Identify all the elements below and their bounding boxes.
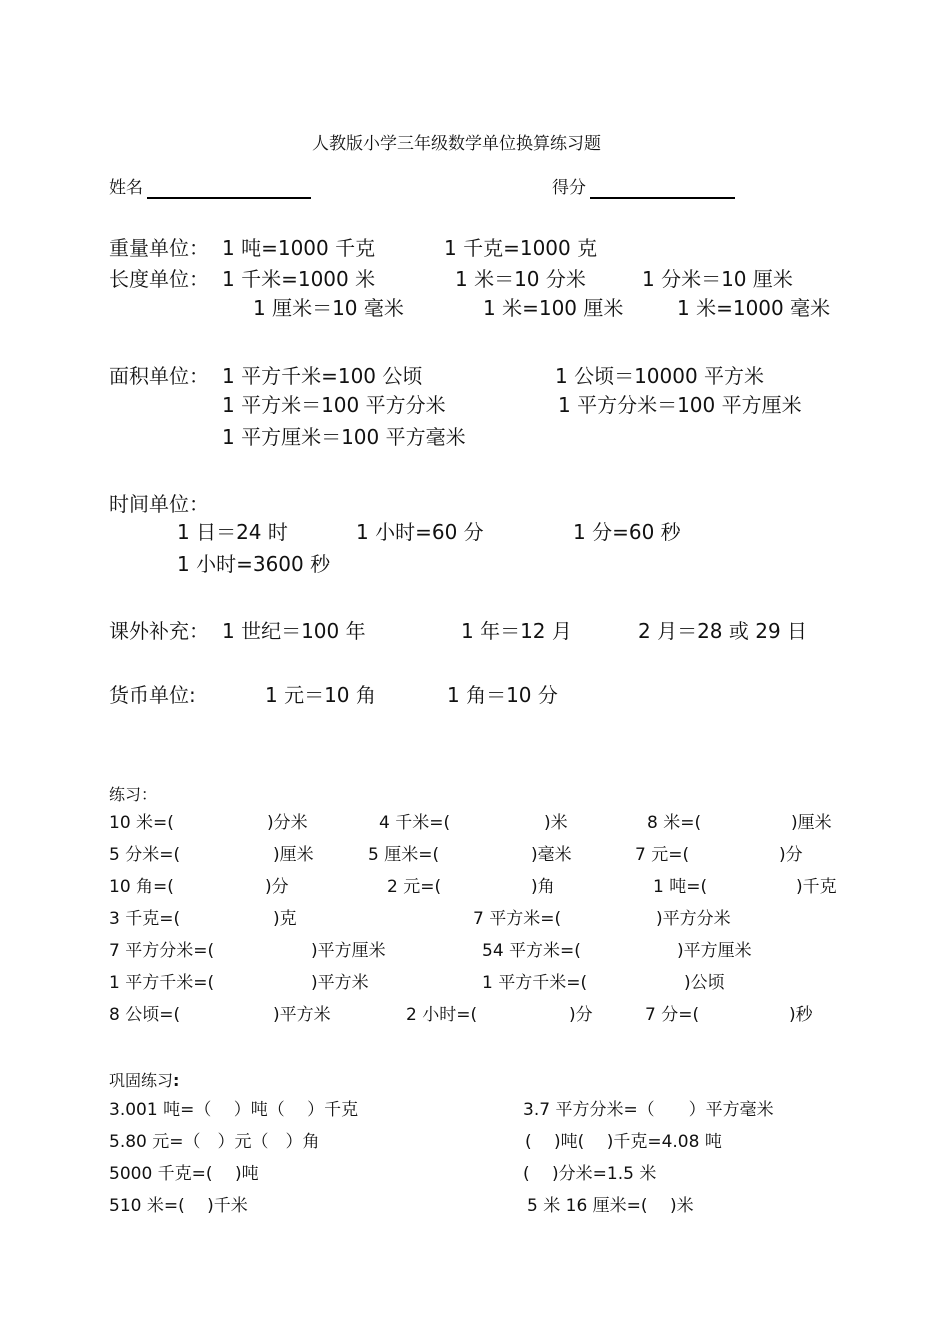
practice-unit: )厘米: [791, 813, 832, 833]
area-fact: 1 公顷＝10000 平方米: [555, 364, 765, 388]
area-fact: 1 平方千米=100 公顷: [222, 364, 423, 388]
practice-unit: )平方米: [273, 1005, 331, 1025]
score-label: 得分: [552, 178, 586, 198]
money-label: 货币单位:: [109, 683, 196, 707]
consolidate-question: 3.001 吨=（ ）吨（ ）千克: [109, 1100, 359, 1120]
score-blank[interactable]: [590, 197, 735, 199]
practice-unit: )秒: [789, 1005, 813, 1025]
consolidate-question: 5.80 元=（ ）元（ ）角: [109, 1132, 320, 1152]
extra-fact: 2 月＝28 或 29 日: [638, 619, 808, 643]
practice-question: 5 分米=(: [109, 845, 181, 865]
consolidate-label: 巩固练习:: [109, 1071, 180, 1090]
practice-unit: )公顷: [684, 973, 725, 993]
name-label: 姓名: [109, 178, 143, 198]
practice-unit: )角: [531, 877, 555, 897]
practice-question: 3 千克=(: [109, 909, 181, 929]
practice-question: 1 平方千米=(: [482, 973, 588, 993]
practice-question: 1 吨=(: [653, 877, 708, 897]
area-fact: 1 平方米＝100 平方分米: [222, 393, 446, 417]
practice-question: 54 平方米=(: [482, 941, 581, 961]
weight-label: 重量单位：: [109, 236, 209, 260]
length-fact: 1 米=1000 毫米: [677, 296, 831, 320]
time-fact: 1 分=60 秒: [573, 520, 681, 544]
time-fact: 1 日＝24 时: [177, 520, 288, 544]
practice-label: 练习：: [109, 785, 158, 804]
length-fact: 1 厘米＝10 毫米: [253, 296, 404, 320]
practice-unit: )克: [273, 909, 297, 929]
practice-question: 2 小时=(: [406, 1005, 478, 1025]
practice-unit: )千克: [796, 877, 837, 897]
practice-unit: )平方米: [311, 973, 369, 993]
practice-unit: )分: [265, 877, 289, 897]
consolidate-question: 510 米=( )千米: [109, 1196, 248, 1216]
money-fact: 1 元＝10 角: [265, 683, 376, 707]
practice-question: 7 平方米=(: [473, 909, 562, 929]
area-fact: 1 平方分米＝100 平方厘米: [558, 393, 802, 417]
time-fact: 1 小时=60 分: [356, 520, 484, 544]
practice-unit: )平方厘米: [311, 941, 386, 961]
practice-unit: )分: [779, 845, 803, 865]
area-fact: 1 平方厘米＝100 平方毫米: [222, 425, 466, 449]
practice-unit: )分米: [267, 813, 308, 833]
practice-question: 1 平方千米=(: [109, 973, 215, 993]
consolidate-question: 3.7 平方分米=（ ）平方毫米: [523, 1100, 774, 1120]
practice-question: 8 米=(: [647, 813, 702, 833]
consolidate-question: ( )吨( )千克=4.08 吨: [525, 1132, 722, 1152]
time-fact: 1 小时=3600 秒: [177, 552, 331, 576]
practice-question: 5 厘米=(: [368, 845, 440, 865]
extra-fact: 1 年＝12 月: [461, 619, 572, 643]
length-fact: 1 分米＝10 厘米: [642, 267, 793, 291]
practice-question: 10 角=(: [109, 877, 174, 897]
length-fact: 1 米=100 厘米: [483, 296, 624, 320]
length-fact: 1 千米=1000 米: [222, 267, 376, 291]
length-label: 长度单位：: [109, 267, 209, 291]
extra-label: 课外补充：: [109, 619, 209, 643]
practice-question: 4 千米=(: [379, 813, 451, 833]
money-fact: 1 角＝10 分: [447, 683, 558, 707]
page-title: 人教版小学三年级数学单位换算练习题: [312, 134, 601, 154]
practice-unit: )厘米: [273, 845, 314, 865]
practice-question: 7 元=(: [635, 845, 690, 865]
practice-unit: )分: [569, 1005, 593, 1025]
consolidate-question: 5 米 16 厘米=( )米: [527, 1196, 694, 1216]
practice-unit: )米: [544, 813, 568, 833]
consolidate-question: 5000 千克=( )吨: [109, 1164, 259, 1184]
area-label: 面积单位：: [109, 364, 209, 388]
weight-fact: 1 千克=1000 克: [444, 236, 598, 260]
extra-fact: 1 世纪＝100 年: [222, 619, 366, 643]
name-blank[interactable]: [147, 197, 311, 199]
practice-question: 2 元=(: [387, 877, 442, 897]
practice-question: 8 公顷=(: [109, 1005, 181, 1025]
practice-unit: )平方厘米: [677, 941, 752, 961]
practice-unit: )毫米: [531, 845, 572, 865]
practice-question: 7 平方分米=(: [109, 941, 215, 961]
consolidate-question: ( )分米=1.5 米: [523, 1164, 657, 1184]
time-label: 时间单位：: [109, 492, 209, 516]
practice-unit: )平方分米: [656, 909, 731, 929]
length-fact: 1 米＝10 分米: [455, 267, 586, 291]
practice-question: 10 米=(: [109, 813, 174, 833]
weight-fact: 1 吨=1000 千克: [222, 236, 376, 260]
practice-question: 7 分=(: [645, 1005, 700, 1025]
